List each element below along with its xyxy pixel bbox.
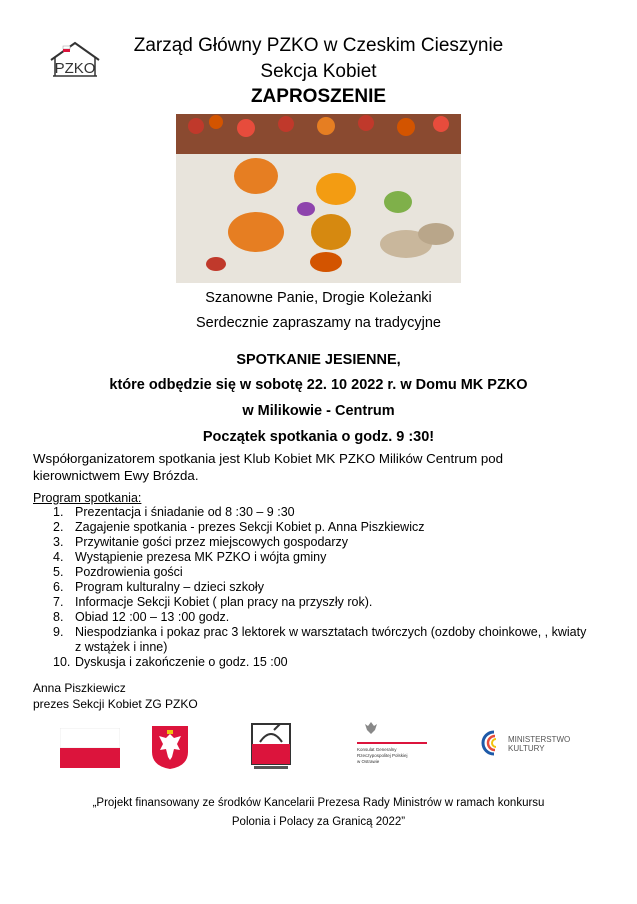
list-item-text: Wystąpienie prezesa MK PZKO i wójta gminy xyxy=(75,550,327,564)
list-item-number: 8. xyxy=(53,610,64,624)
list-item-number: 10. xyxy=(53,655,71,669)
list-item xyxy=(33,580,593,595)
list-item-text: Zagajenie spotkania - prezes Sekcji Kobiet p. Anna Piszkiewicz xyxy=(75,520,425,534)
program-title: Program spotkania: xyxy=(33,491,142,505)
list-item xyxy=(33,595,593,610)
greeting-line-1: Szanowne Panie, Drogie Koleżanki xyxy=(205,290,432,306)
list-item-text: Obiad 12 :00 – 13 :00 godz. xyxy=(75,610,230,624)
event-title: SPOTKANIE JESIENNE, xyxy=(236,352,401,368)
pzko-emblem-icon xyxy=(250,722,292,770)
list-item-number: 4. xyxy=(53,550,64,564)
greeting-line-2: Serdecznie zapraszamy na tradycyjne xyxy=(195,315,441,331)
list-item-number: 3. xyxy=(53,535,64,549)
pzko-logo-text: PZKO xyxy=(54,60,96,77)
consulate-text-line-2: Rzeczypospolitej Polskiej xyxy=(357,753,408,758)
list-item xyxy=(33,520,593,535)
ministry-of-culture-logo xyxy=(476,728,576,758)
consulate-text-line-3: w Ostrawie xyxy=(357,759,380,764)
list-item-number: 5. xyxy=(53,565,64,579)
list-item-text: Przywitanie gości przez miejscowych gospodarzy xyxy=(75,535,349,549)
list-item xyxy=(33,565,593,580)
consulate-text-line-1: Konsulat Generalny xyxy=(357,747,397,752)
event-start-time: Początek spotkania o godz. 9 :30! xyxy=(202,429,435,445)
polish-eagle-emblem-icon xyxy=(150,724,190,770)
list-item xyxy=(33,550,593,565)
page-title: ZAPROSZENIE xyxy=(250,86,387,107)
autumn-pumpkins-photo xyxy=(176,114,461,283)
coorganizer-text: Współorganizatorem spotkania jest Klub Kobiet MK PZKO Milików Centrum pod kierownictwem Ewy Brózda. xyxy=(33,451,504,483)
list-item-text: Program kulturalny – dzieci szkoły xyxy=(75,580,264,594)
header-section: Sekcja Kobiet xyxy=(260,61,377,82)
list-item-number: 9. xyxy=(53,625,64,639)
list-item-number: 1. xyxy=(53,505,64,519)
ministry-text-line-1: MINISTERSTWO xyxy=(508,735,571,744)
list-item-text: Prezentacja i śniadanie od 8 :30 – 9 :30 xyxy=(75,505,295,519)
ministry-text-line-2: KULTURY xyxy=(508,744,545,753)
list-item-number: 7. xyxy=(53,595,64,609)
header-organization: Zarząd Główny PZKO w Czeskim Cieszynie xyxy=(133,35,504,56)
list-item-text: Informacje Sekcji Kobiet ( plan pracy na przyszły rok). xyxy=(75,595,373,609)
list-item xyxy=(33,535,593,550)
list-item xyxy=(33,655,593,670)
event-date-place: które odbędzie się w sobotę 22. 10 2022 r. w Domu MK PZKO xyxy=(109,377,528,393)
funding-note-line-2: Polonia i Polacy za Granicą 2022” xyxy=(231,816,406,828)
program-list xyxy=(33,505,593,670)
list-item xyxy=(33,625,593,655)
list-item-text: Dyskusja i zakończenie o godz. 15 :00 xyxy=(75,655,288,669)
signature-role: prezes Sekcji Kobiet ZG PZKO xyxy=(33,697,198,711)
list-item xyxy=(33,505,593,520)
list-item-text: Niespodzianka i pokaz prac 3 lektorek w warsztatach twórczych (ozdoby choinkowe, , kwiaty z wstążek i inne) xyxy=(75,625,587,654)
polish-flag-icon xyxy=(60,728,120,768)
consulate-logo xyxy=(355,718,435,770)
signature-name: Anna Piszkiewicz xyxy=(33,681,126,695)
event-location: w Milikowie - Centrum xyxy=(242,403,395,419)
list-item-text: Pozdrowienia gości xyxy=(75,565,183,579)
list-item xyxy=(33,610,593,625)
funding-note-line-1: „Projekt finansowany ze środków Kancelarii Prezesa Rady Ministrów w ramach konkursu xyxy=(92,797,545,809)
list-item-number: 6. xyxy=(53,580,64,594)
list-item-number: 2. xyxy=(53,520,64,534)
